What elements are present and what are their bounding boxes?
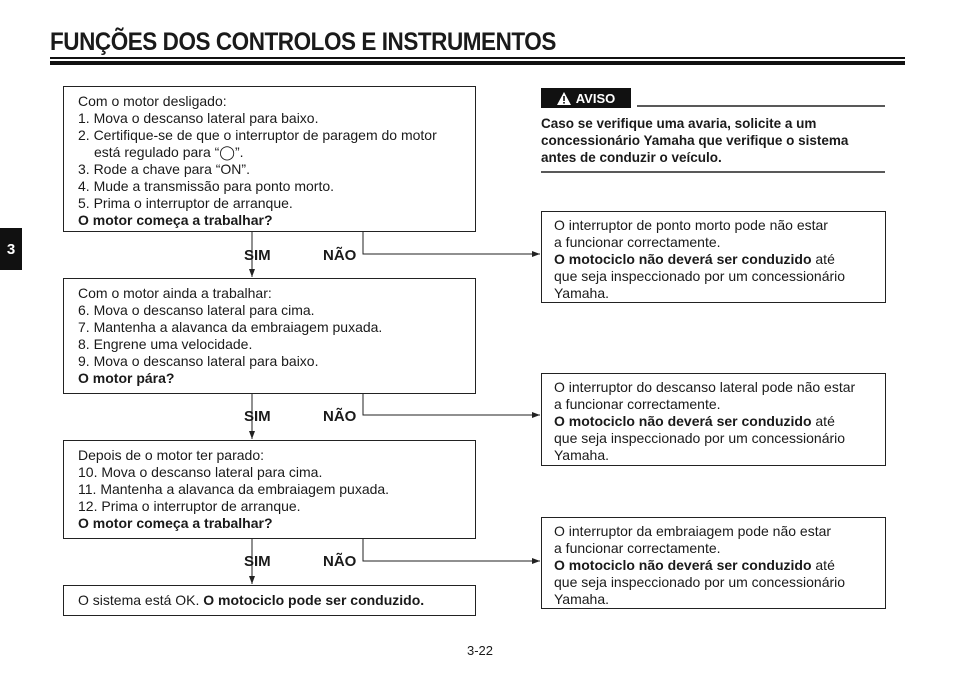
fail-text: que seja inspeccionado por um concessionário: [554, 430, 846, 446]
step-text: 2. Certifique-se de que o interruptor de paragem do motor: [78, 127, 437, 143]
fail-text: até: [811, 251, 835, 267]
final-text: O sistema está OK.: [78, 592, 200, 608]
step-text: 5. Prima o interruptor de arranque.: [78, 195, 293, 211]
fail-text: a funcionar correctamente.: [554, 396, 721, 412]
no-label: NÃO: [323, 408, 357, 425]
fail-bold: O motociclo não deverá ser conduzido: [554, 251, 812, 267]
step-text: 7. Mantenha a alavanca da embraiagem puxada.: [78, 319, 383, 335]
fail-text: Yamaha.: [554, 285, 609, 301]
warning-line: antes de conduzir o veículo.: [541, 150, 722, 165]
fail-bold: O motociclo não deverá ser conduzido: [554, 557, 812, 573]
fail2-box: [541, 373, 886, 466]
warning-line: concessionário Yamaha que verifique o sistema: [541, 133, 849, 148]
step1-box: [63, 86, 476, 232]
warning-text: [541, 115, 886, 166]
step-question: O motor começa a trabalhar?: [78, 212, 273, 228]
yes-label: SIM: [244, 553, 271, 570]
step-text: Com o motor desligado:: [78, 93, 227, 109]
no-arrow-1: [363, 231, 540, 254]
no-label: NÃO: [323, 247, 357, 264]
fail-text: O interruptor do descanso lateral pode não estar: [554, 379, 856, 395]
step-question: O motor começa a trabalhar?: [78, 515, 273, 531]
step-text: 1. Mova o descanso lateral para baixo.: [78, 110, 319, 126]
step-text: está regulado para “◯”.: [94, 144, 244, 160]
step-text: Depois de o motor ter parado:: [78, 447, 264, 463]
step-text: 6. Mova o descanso lateral para cima.: [78, 302, 315, 318]
step-text: 9. Mova o descanso lateral para baixo.: [78, 353, 319, 369]
step-text: 8. Engrene uma velocidade.: [78, 336, 253, 352]
fail-text: a funcionar correctamente.: [554, 540, 721, 556]
fail1-box: [541, 211, 886, 303]
step-question: O motor pára?: [78, 370, 175, 386]
fail-text: a funcionar correctamente.: [554, 234, 721, 250]
step-text: 10. Mova o descanso lateral para cima.: [78, 464, 323, 480]
fail-text: até: [811, 557, 835, 573]
step3-box: [63, 440, 476, 539]
fail-text: até: [811, 413, 835, 429]
no-arrow-3: [363, 538, 540, 561]
fail-text: Yamaha.: [554, 591, 609, 607]
chapter-tab: 3: [0, 228, 22, 270]
yes-label: SIM: [244, 247, 271, 264]
step2-box: [63, 278, 476, 394]
fail-text: O interruptor de ponto morto pode não estar: [554, 217, 828, 233]
step-text: 12. Prima o interruptor de arranque.: [78, 498, 301, 514]
final-box: [63, 585, 476, 616]
warning-label: AVISO: [575, 90, 616, 106]
fail-text: Yamaha.: [554, 447, 609, 463]
warning-line: Caso se verifique uma avaria, solicite a um: [541, 116, 817, 131]
no-label: NÃO: [323, 553, 357, 570]
fail-text: que seja inspeccionado por um concessionário: [554, 574, 846, 590]
step-text: 11. Mantenha a alavanca da embraiagem puxada.: [78, 481, 390, 497]
step-text: 4. Mude a transmissão para ponto morto.: [78, 178, 335, 194]
step-text: 3. Rode a chave para “ON”.: [78, 161, 250, 177]
warning-badge: [541, 88, 631, 108]
warning-triangle-icon: [557, 92, 571, 105]
final-bold: O motociclo pode ser conduzido.: [203, 592, 425, 608]
fail-text: O interruptor da embraiagem pode não estar: [554, 523, 832, 539]
page-number: 3-22: [466, 643, 494, 658]
no-arrow-2: [363, 393, 540, 415]
fail-text: que seja inspeccionado por um concessionário: [554, 268, 846, 284]
step-text: Com o motor ainda a trabalhar:: [78, 285, 272, 301]
fail3-box: [541, 517, 886, 609]
page-title: FUNÇÕES DOS CONTROLOS E INSTRUMENTOS: [50, 28, 556, 56]
fail-bold: O motociclo não deverá ser conduzido: [554, 413, 812, 429]
yes-label: SIM: [244, 408, 271, 425]
